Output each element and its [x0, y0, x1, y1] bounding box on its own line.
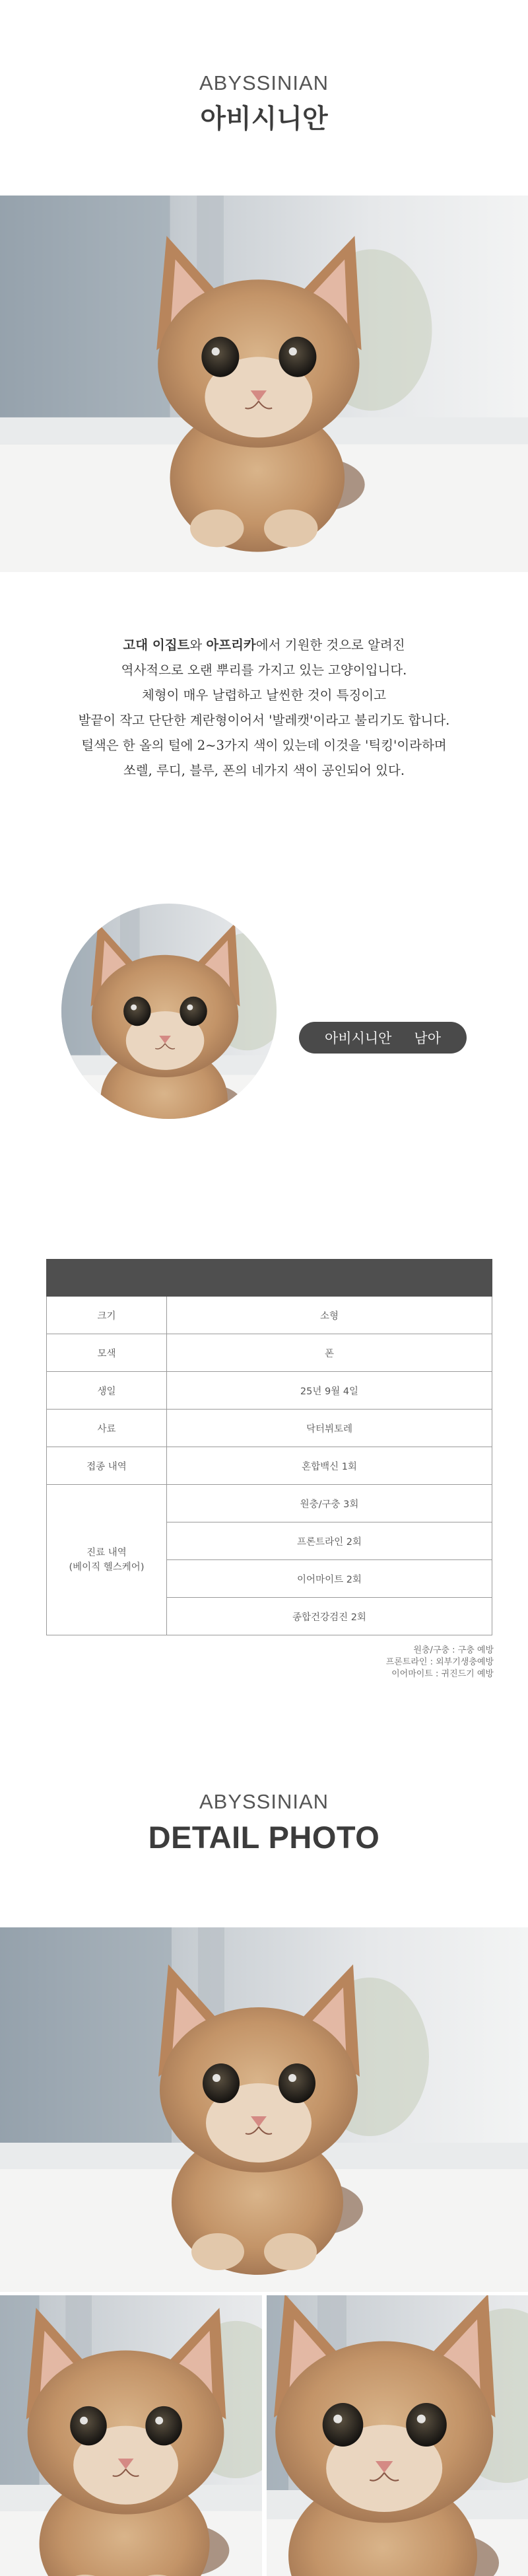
description-line-4: 발끝이 작고 단단한 계란형이어서 '발레캣'이라고 불리기도 합니다. — [78, 713, 450, 728]
care-value: 원충/구충 3회 — [167, 1485, 492, 1522]
detail-photo-right — [267, 2295, 528, 2576]
page-header — [0, 71, 528, 135]
footnote: 원충/구충 : 구충 예방 — [413, 1645, 494, 1655]
table-footnotes — [386, 1645, 494, 1680]
info-table — [46, 1259, 492, 1635]
description-line-6: 쏘렐, 루디, 블루, 폰의 네가지 색이 공인되어 있다. — [123, 763, 405, 778]
footnote: 이어마이트 : 귀진드기 예방 — [391, 1669, 494, 1679]
row-label: 접종 내역 — [47, 1447, 167, 1485]
profile-sex: 남아 — [414, 1030, 441, 1046]
breed-english-name: ABYSSINIAN — [199, 71, 329, 94]
description-line-5: 털색은 한 올의 털에 2~3가지 색이 있는데 이것을 '틱킹'이라하며 — [81, 738, 447, 753]
row-value: 25년 9월 4일 — [167, 1372, 492, 1410]
breed-korean-name: 아비시니안 — [200, 104, 328, 134]
detail-header — [0, 1790, 528, 1855]
detail-photo-main — [0, 1927, 528, 2292]
row-value: 닥터뷔토레 — [167, 1410, 492, 1447]
breed-description — [0, 633, 528, 783]
row-label: 생일 — [47, 1372, 167, 1410]
description-line-2: 역사적으로 오랜 뿌리를 가지고 있는 고양이입니다. — [121, 662, 407, 678]
hero-cat-photo — [0, 196, 528, 572]
row-label: 모색 — [47, 1334, 167, 1372]
description-line-3: 체형이 매우 날렵하고 날씬한 것이 특징이고 — [141, 688, 387, 703]
care-value: 이어마이트 2회 — [167, 1560, 492, 1598]
description-line-1: 고대 이집트와 아프리카에서 기원한 것으로 알려진 — [123, 637, 405, 653]
table-row — [47, 1447, 492, 1485]
profile-name-badge — [299, 1022, 467, 1054]
row-value: 폰 — [167, 1334, 492, 1372]
table-header — [47, 1260, 492, 1297]
detail-title: DETAIL PHOTO — [148, 1820, 380, 1855]
footnote: 프론트라인 : 외부기생충예방 — [385, 1657, 494, 1667]
row-value: 소형 — [167, 1297, 492, 1334]
table-row — [47, 1485, 492, 1522]
profile-cat-photo — [61, 904, 277, 1119]
table-row — [47, 1334, 492, 1372]
row-label: 크기 — [47, 1297, 167, 1334]
row-value: 혼합백신 1회 — [167, 1447, 492, 1485]
care-history-label: 진료 내역 (베이직 헬스케어) — [47, 1485, 167, 1635]
profile-name: 아비시니안 — [324, 1030, 392, 1046]
table-header-cell — [167, 1260, 492, 1297]
table-row — [47, 1410, 492, 1447]
care-value: 종합건강검진 2회 — [167, 1598, 492, 1635]
table-row — [47, 1372, 492, 1410]
table-header-cell — [47, 1260, 167, 1297]
care-value: 프론트라인 2회 — [167, 1522, 492, 1560]
detail-english-name: ABYSSINIAN — [199, 1790, 329, 1813]
detail-photo-left — [0, 2295, 262, 2576]
table-row — [47, 1297, 492, 1334]
row-label: 사료 — [47, 1410, 167, 1447]
